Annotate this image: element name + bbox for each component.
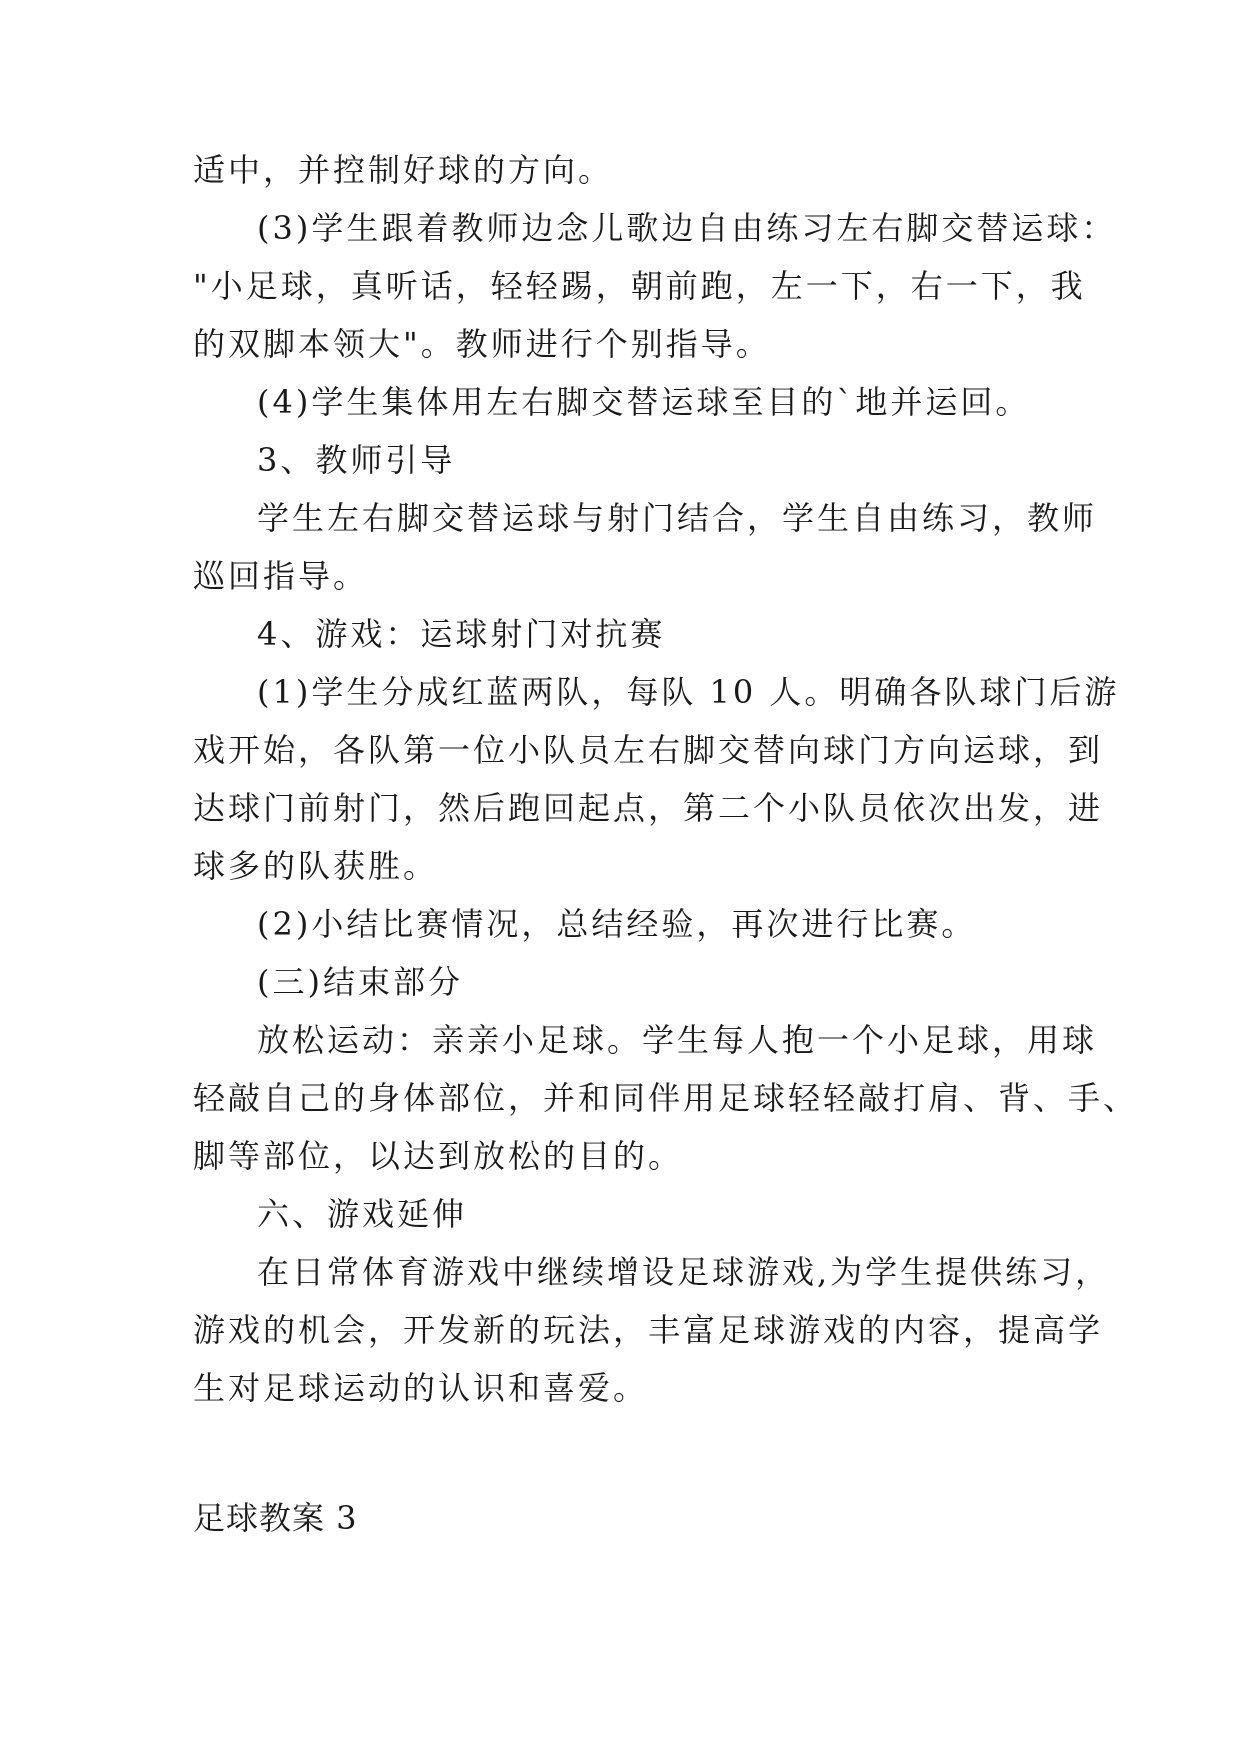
paragraph-line: 轻敲自己的身体部位，并和同伴用足球轻轻敲打肩、背、手、	[193, 1079, 1139, 1117]
paragraph-line: 放松运动：亲亲小足球。学生每人抱一个小足球，用球	[257, 1021, 1098, 1059]
paragraph-line: 六、游戏延伸	[257, 1195, 468, 1233]
paragraph-line: (1)学生分成红蓝两队，每队 10 人。明确各队球门后游	[257, 673, 1120, 711]
paragraph-line: 球多的队获胜。	[193, 847, 439, 885]
paragraph-line: 的双脚本领大"。教师进行个别指导。	[193, 325, 771, 363]
paragraph-line: 达球门前射门，然后跑回起点，第二个小队员依次出发，进	[193, 789, 1104, 827]
paragraph-line: 在日常体育游戏中继续增设足球游戏,为学生提供练习，	[257, 1253, 1111, 1291]
section-title: 足球教案 3	[193, 1499, 358, 1537]
paragraph-line: 脚等部位，以达到放松的目的。	[193, 1137, 684, 1175]
paragraph-line: (3)学生跟着教师边念儿歌边自由练习左右脚交替运球：	[257, 209, 1117, 247]
paragraph-line: 生对足球运动的认识和喜爱。	[193, 1369, 649, 1407]
paragraph-line: 戏开始，各队第一位小队员左右脚交替向球门方向运球，到	[193, 731, 1104, 769]
paragraph-line: 游戏的机会，开发新的玩法，丰富足球游戏的内容，提高学	[193, 1311, 1104, 1349]
paragraph-line: (4)学生集体用左右脚交替运球至目的`地并运回。	[257, 383, 1031, 421]
paragraph-line: 学生左右脚交替运球与射门结合，学生自由练习，教师	[257, 499, 1098, 537]
paragraph-line: (三)结束部分	[257, 963, 463, 1001]
paragraph-line: 巡回指导。	[193, 557, 369, 595]
paragraph-line: 3、教师引导	[257, 441, 456, 479]
paragraph-line: (2)小结比赛情况，总结经验，再次进行比赛。	[257, 905, 977, 943]
paragraph-line: 4、游戏：运球射门对抗赛	[257, 615, 666, 653]
paragraph-line: 适中，并控制好球的方向。	[193, 151, 614, 189]
paragraph-line: "小足球，真听话，轻轻踢，朝前跑，左一下，右一下，我	[193, 267, 1086, 305]
